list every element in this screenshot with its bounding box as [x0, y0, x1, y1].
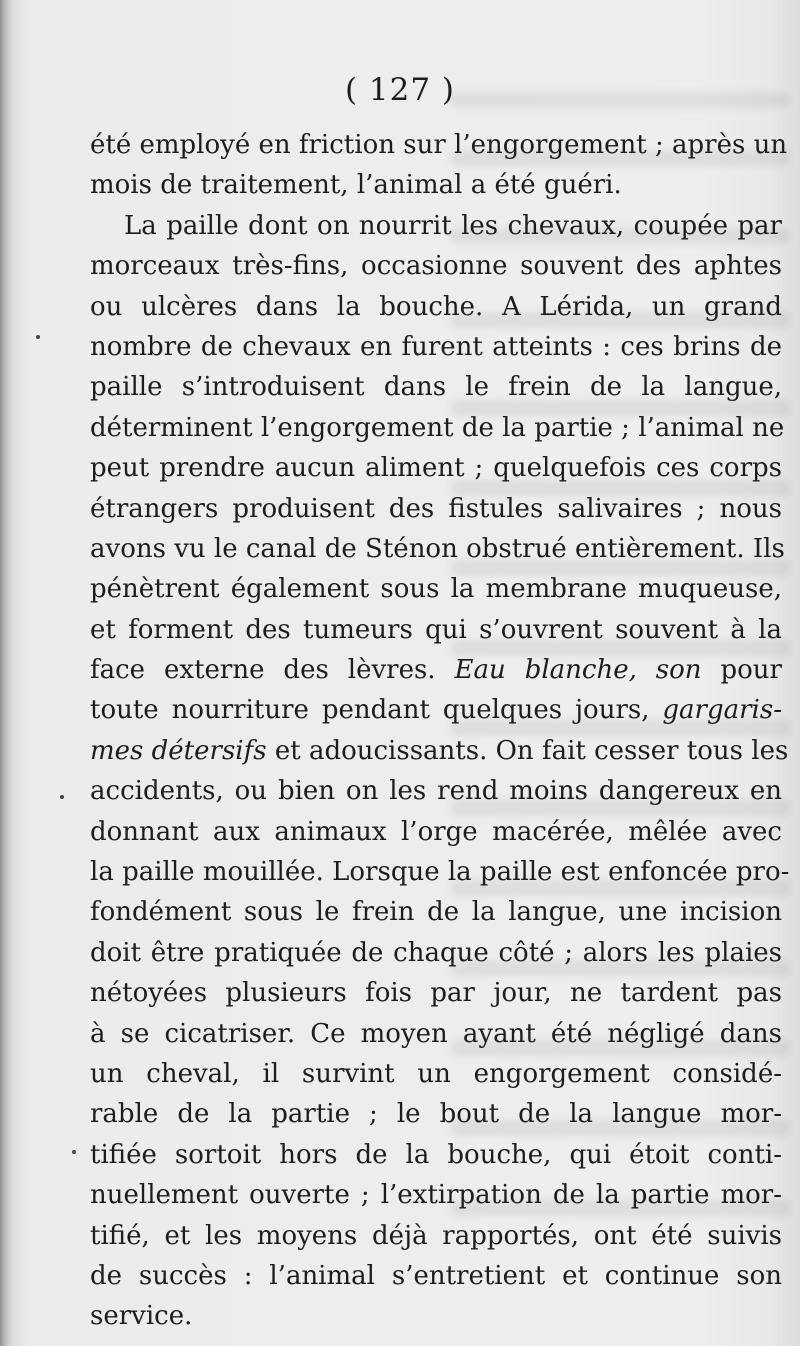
text-line: [90, 206, 782, 246]
text-line: [90, 569, 782, 609]
text-line: [90, 367, 782, 407]
text-line: [90, 1014, 782, 1054]
text-segment: pénètrent également sous la membrane muqueuse,: [90, 574, 782, 605]
text-line: [90, 852, 790, 892]
text-line: [90, 327, 782, 367]
italic-text-segment: mes détersifs: [90, 735, 267, 766]
text-line: [90, 1054, 782, 1094]
text-segment: nétoyées plusieurs fois par jour, ne tardent pas: [90, 978, 782, 1009]
text-segment: déterminent l’engorgement de la partie ; l’animal ne: [90, 412, 785, 443]
text-line: [90, 246, 782, 286]
text-line: [90, 489, 782, 529]
italic-text-segment: Eau blanche, son: [454, 655, 702, 686]
text-line: [90, 1135, 782, 1175]
text-line: [90, 690, 782, 730]
text-segment: donnant aux animaux l’orge macérée, mêlée avec: [90, 816, 782, 847]
page-number: ( 127 ): [344, 72, 456, 108]
text-segment: et adoucissants. On fait cesser tous les: [266, 735, 789, 766]
text-segment: rable de la partie ; le bout de la langue mor-: [90, 1099, 782, 1130]
text-line: [90, 731, 789, 771]
text-line: [90, 408, 785, 448]
text-segment: toute nourriture pendant quelques jours,: [90, 695, 663, 726]
text-line: [90, 1216, 782, 1256]
text-segment: un cheval, il survint un engorgement considé-: [90, 1058, 782, 1089]
text-segment: nombre de chevaux en furent atteints : ces brins de: [90, 331, 782, 362]
text-line: [90, 892, 782, 932]
ink-speck: [60, 795, 64, 799]
text-line: [90, 1094, 782, 1134]
text-segment: tifié, et les moyens déjà rapportés, ont été suivis: [90, 1220, 782, 1251]
text-line: [90, 287, 782, 327]
text-line: [90, 812, 782, 852]
text-segment: face externe des lèvres.: [90, 655, 455, 686]
text-line: [90, 125, 788, 165]
text-line: [90, 165, 782, 205]
text-segment: mois de traitement, l’animal a été guéri.: [90, 170, 622, 201]
text-line: [90, 650, 782, 690]
text-segment: étrangers produisent des fistules salivaires ; nous: [90, 493, 782, 524]
body-text: [90, 125, 790, 1337]
text-segment: pour: [701, 655, 782, 686]
text-segment: et forment des tumeurs qui s’ouvrent souvent à la: [90, 614, 782, 645]
text-segment: à se cicatriser. Ce moyen ayant été négligé dans: [90, 1018, 782, 1049]
text-segment: fondément sous le frein de la langue, une incision: [90, 897, 782, 928]
text-segment: service.: [90, 1301, 193, 1332]
text-line: [90, 1296, 782, 1336]
text-segment: ou ulcères dans la bouche. A Lérida, un grand: [90, 291, 782, 322]
text-segment: nuellement ouverte ; l’extirpation de la partie mor-: [90, 1180, 782, 1211]
text-segment: tifiée sortoit hors de la bouche, qui étoit conti-: [90, 1139, 782, 1170]
text-segment: avons vu le canal de Sténon obstrué entièrement. Ils: [90, 533, 785, 564]
text-segment: accidents, ou bien on les rend moins dangereux en: [90, 776, 782, 807]
text-line: [90, 771, 782, 811]
ink-speck: [36, 335, 40, 339]
text-segment: doit être pratiquée de chaque côté ; alors les plaies: [90, 937, 782, 968]
text-line: [90, 933, 782, 973]
text-segment: morceaux très-fins, occasionne souvent des aphtes: [90, 251, 782, 282]
text-line: [90, 973, 782, 1013]
text-line: [90, 610, 782, 650]
text-segment: paille s’introduisent dans le frein de la langue,: [90, 372, 782, 403]
text-segment: été employé en friction sur l’engorgement ; après un: [90, 130, 788, 160]
text-segment: La paille dont on nourrit les chevaux, coupée par: [124, 210, 782, 241]
text-line: [90, 1175, 782, 1215]
ink-speck: [72, 1150, 76, 1154]
text-line: [90, 448, 782, 488]
text-line: [90, 1256, 782, 1296]
italic-text-segment: gargaris-: [662, 695, 782, 726]
text-line: [90, 529, 785, 569]
text-segment: de succès : l’animal s’entretient et continue son: [90, 1260, 782, 1291]
text-segment: la paille mouillée. Lorsque la paille est enfoncée pro-: [90, 857, 790, 888]
text-segment: peut prendre aucun aliment ; quelquefois ces corps: [90, 453, 782, 484]
